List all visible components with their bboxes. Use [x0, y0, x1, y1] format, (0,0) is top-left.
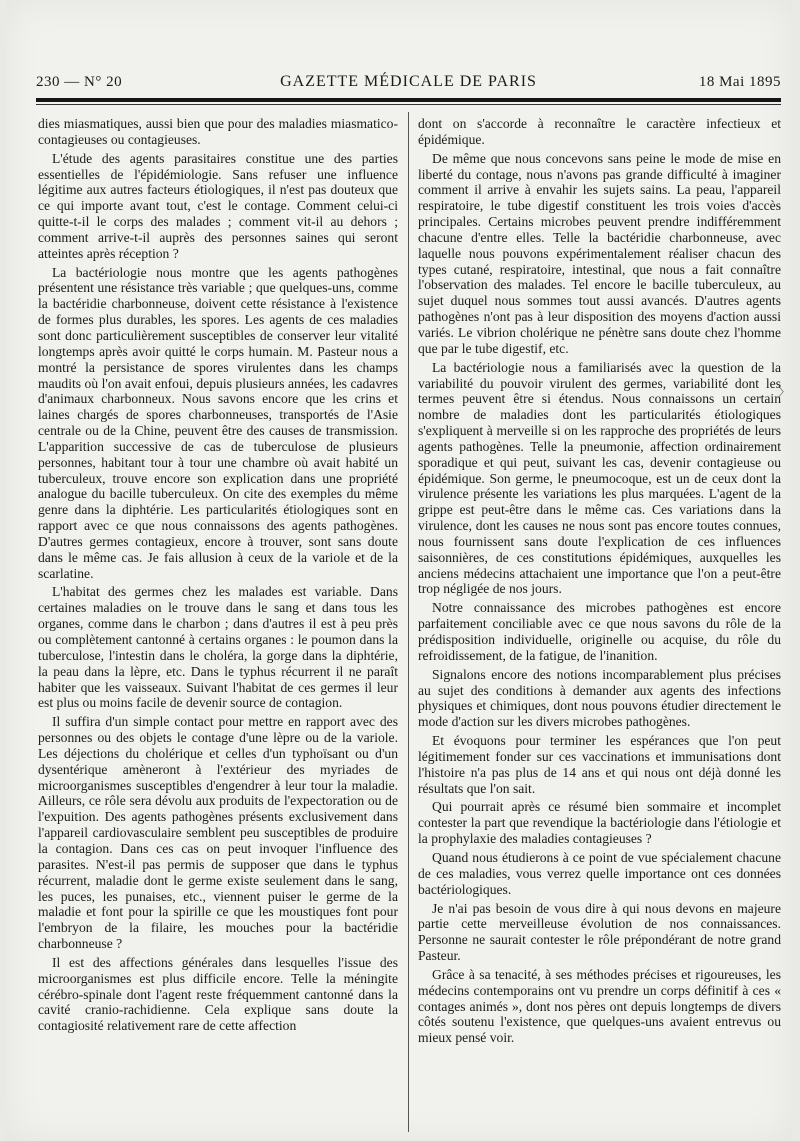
margin-bracket-mark: 〉	[777, 385, 790, 399]
header-rule-thin	[36, 104, 781, 105]
paragraph: Je n'ai pas besoin de vous dire à qui nous devons en majeure partie cette merveilleuse évolution de nos connaissances. Personne ne saurait contester le rôle prépondérant de notre grand Pasteur.	[418, 900, 781, 964]
paragraph: La bactériologie nous a familiarisés avec la question de la variabilité du pouvoir virulent des germes, variabilité dont les termes peuvent être si étendus. Nous connaissons un certain nombre de maladies dont les particularités étiologiques s'expliquent à merveille si on les rapproche des propriétés de leurs agents pathogènes. Telle la pneumonie, affection ordinairement sporadique et qui peut, suivant les cas, devenir contagieuse ou épidémique. Son germe, le pneumocoque, est un de ceux dont la virulence présente les variations les plus marquées. L'agent de la grippe est peut-être dans le même cas. Ces variations dans la virulence, dont les causes ne nous sont pas encore toutes connues, nous fournissent sans doute l'explication de ces influences saisonnières, de ces constitutions épidémiques, auxquelles les anciens médecins attachaient une importance que l'on a peut-être trop négligée de nos jours.	[418, 359, 781, 597]
paragraph: Quand nous étudierons à ce point de vue spécialement chacune de ces maladies, vous verrez quelle importance ont ces données bactériologiques.	[418, 849, 781, 897]
paragraph: Grâce à sa tenacité, à ses méthodes précises et rigoureuses, les médecins contemporains ont vu prendre un corps définitif à ces « contages animés », dont nos pères ont depuis longtemps de divers côtés soutenu l'existence, que quelques-uns avaient entrevus ou mieux pensé voir.	[418, 966, 781, 1046]
paragraph: dont on s'accorde à reconnaître le caractère infectieux et épidémique.	[418, 116, 781, 147]
paragraph: Et évoquons pour terminer les espérances que l'on peut légitimement fonder sur ces vaccinations et immunisations dont l'histoire n'a pas plus de 14 ans et qui nous ont déjà donné les résultats que l'on sait.	[418, 733, 781, 796]
paragraph: dies miasmatiques, aussi bien que pour des maladies miasmatico-contagieuses ou contagieuses.	[38, 116, 398, 147]
journal-title: GAZETTE MÉDICALE DE PARIS	[280, 73, 537, 90]
paragraph: L'étude des agents parasitaires constitue une des parties essentielles de l'épidémiologie. Sans refuser une influence légitime aux autres facteurs étiologiques, il n'est pas douteux que ce qui importe avant tout, c'est le contage. Comment celui-ci quitte-t-il le corps des malades ; comment vit-il au dehors ; comment arrive-t-il auprès des personnes saines qui seront atteintes après réception ?	[38, 150, 398, 261]
page-number: 230 — N° 20	[36, 74, 123, 90]
left-column	[38, 116, 398, 1131]
paragraph: La bactériologie nous montre que les agents pathogènes présentent une résistance très variable ; que quelques-uns, comme la bactéridie charbonneuse, doivent cette résistance à l'existence de formes plus durables, les spores. Les agents de ces maladies sont donc particulièrement susceptibles de conserver leur vitalité longtemps après avoir quitté le corps humain. M. Pasteur nous a montré la persistance de spores virulentes dans les champs maudits où l'on avait enfoui, depuis plusieurs années, les cadavres d'animaux charbonneux. Nous savons encore que les crins et laines chargés de spores charbonneuses, transportés de l'Asie centrale ou de la Chine, peuvent être des causes de transmission. L'apparition successive de cas de tuberculose de plusieurs personnes, habitant tour à tour une chambre où avait habité un tuberculeux, trouve encore son explication dans une propriété analogue du bacille tuberculeux. On cite des exemples du même genre dans la diphtérie. Les particularités étiologiques sont en rapport avec ce que nous connaissons des agents pathogènes. D'autres germes contagieux, encore à trouver, sont sans doute dans le même cas. Je fais allusion à ceux de la variole et de la scarlatine.	[38, 264, 398, 581]
right-column	[418, 116, 781, 1131]
newspaper-page	[6, 0, 792, 1141]
paragraph: Il suffira d'un simple contact pour mettre en rapport avec des personnes ou des objets le contage d'une lèpre ou de la variole. Les déjections du cholérique et celles d'un typhoïsant ou d'un dysentérique amèneront à l'extérieur des myriades de microorganismes susceptibles d'engendrer à leur tour la maladie. Ailleurs, ce rôle sera dévolu aux produits de l'expectoration ou de l'expuition. Des agents pathogènes présents exclusivement dans l'appareil cardiovasculaire semblent peu susceptibles de produire la contagion. Dans ces cas on peut invoquer l'influence des parasites. N'est-il pas permis de supposer que dans le typhus récurrent, maladie dont le germe existe seulement dans le sang, les puces, les punaises, etc., viennent puiser le germe de la maladie et font pour la spirille ce que les moustiques font pour l'embryon de la filaire, les mouches pour la bactéridie charbonneuse ?	[38, 714, 398, 952]
paragraph: Signalons encore des notions incomparablement plus précises au sujet des conditions à demander aux agents des infections physiques et chimiques, dont nous pouvons étudier directement le mode d'action sur les divers microbes pathogènes.	[418, 666, 781, 730]
column-divider	[408, 112, 409, 1132]
paragraph: L'habitat des germes chez les malades est variable. Dans certaines maladies on le trouve dans le sang et dans tous les organes, comme dans le charbon ; dans d'autres il est à peu près ou complètement cantonné à certains organes : le poumon dans la tuberculose, l'intestin dans le choléra, la gorge dans la diphtérie, la peau dans la lèpre, etc. Dans le typhus récurrent il ne paraît habiter que les vaisseaux. Suivant l'habitat de ces germes il leur est plus ou moins facile de devenir source de contagion.	[38, 584, 398, 711]
paragraph: Qui pourrait après ce résumé bien sommaire et incomplet contester la part que revendique la bactériologie dans l'étiologie et la prophylaxie des maladies contagieuses ?	[418, 799, 781, 847]
page-header	[36, 74, 781, 96]
paragraph: Notre connaissance des microbes pathogènes est encore parfaitement conciliable avec ce que nous savons du rôle de la prédisposition individuelle, originelle ou acquise, du rôle du refroidissement, de la fatigue, de l'inanition.	[418, 600, 781, 663]
paragraph: Il est des affections générales dans lesquelles l'issue des microorganismes est plus difficile encore. Telle la méningite cérébro-spinale dont l'agent reste fréquemment cantonné dans la cavité cranio-rachidienne. Cela explique sans doute la contagiosité relativement rare de cette affection	[38, 954, 398, 1034]
header-rule-thick	[36, 98, 781, 102]
issue-date: 18 Mai 1895	[698, 74, 781, 90]
paragraph: De même que nous concevons sans peine le mode de mise en liberté du contage, nous n'avons pas grande difficulté à imaginer comment il arrive à envahir les sujets sains. La peau, l'appareil respiratoire, le tube digestif constituent les trois voies d'accès principales. Certains microbes peuvent prendre indifféremment chacune d'entre elles. Telle la bactéridie charbonneuse, avec laquelle nous pouvons expérimentalement réaliser chacun des types cutané, respiratoire, intestinal, que nous a fait connaître l'observation des malades. Tel encore le bacille tuberculeux, au sujet duquel nous sommes tout aussi avancés. D'autres agents pathogènes n'ont pas à leur disposition des moyens d'action aussi variés. Le vibrion cholérique ne pénètre sans doute chez l'homme que par le tube digestif, etc.	[418, 150, 781, 356]
